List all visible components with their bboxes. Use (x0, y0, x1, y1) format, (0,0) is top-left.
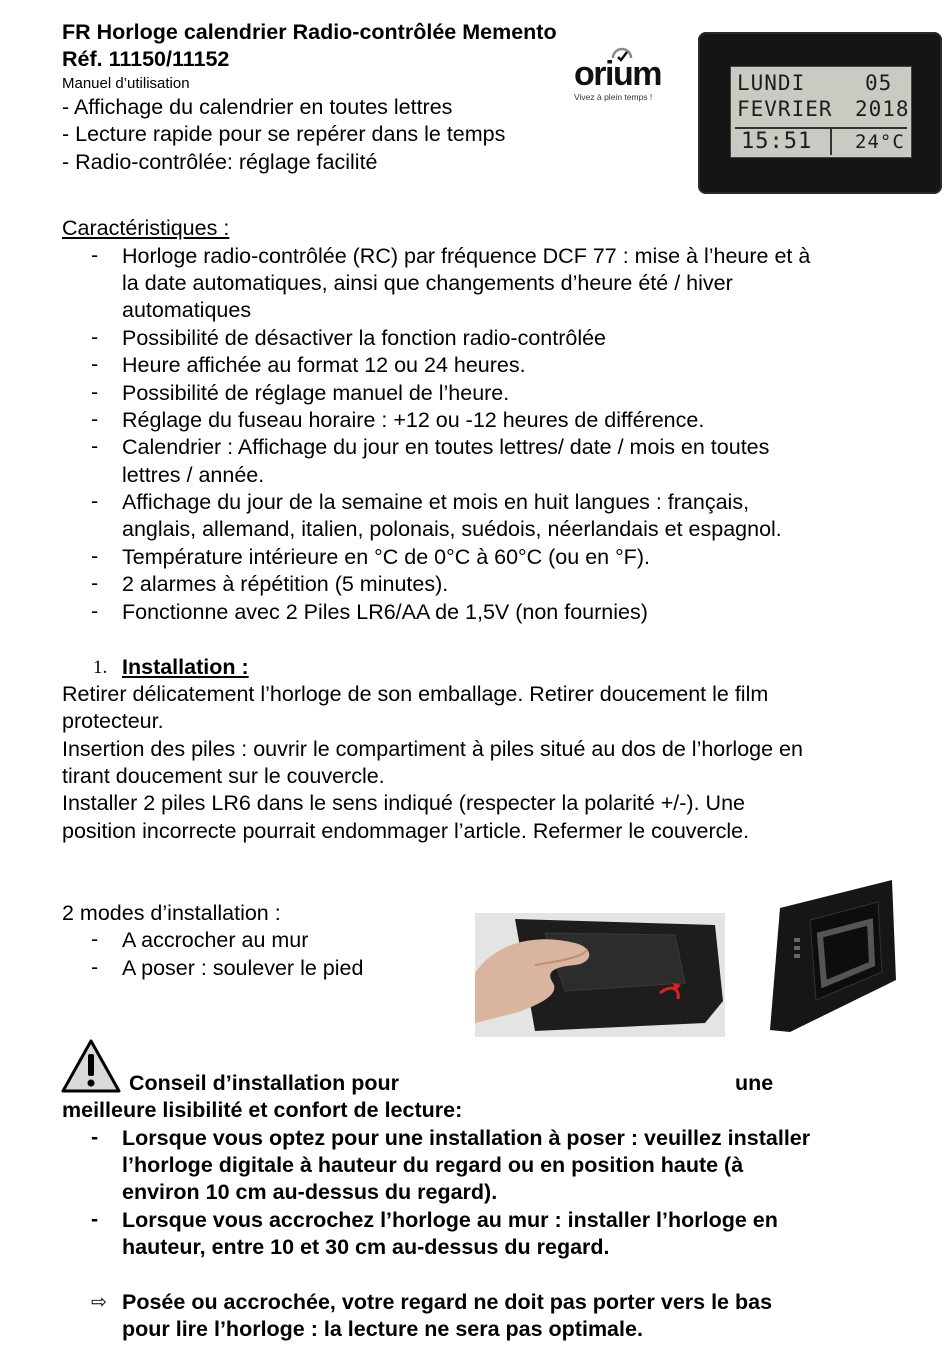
logo-tagline: Vivez à plein temps ! (574, 92, 653, 102)
list-item: automatiques (122, 298, 252, 322)
bullet-dash: - (91, 1125, 99, 1149)
advice-note: pour lire l’horloge : la lecture ne sera pas optimale. (122, 1317, 643, 1341)
header-feature: - Affichage du calendrier en toutes lettres (62, 95, 453, 119)
lcd-temperature: 24°C (855, 131, 905, 153)
installation-text: Installer 2 piles LR6 dans le sens indiqué (respecter la polarité +/-). Une (62, 791, 745, 815)
advice-note: Posée ou accrochée, votre regard ne doit pas porter vers le bas (122, 1290, 773, 1314)
installation-heading: Installation : (122, 655, 249, 679)
advice-heading-end: une (735, 1071, 774, 1095)
bullet-dash: - (91, 571, 99, 595)
list-item: hauteur, entre 10 et 30 cm au-dessus du regard. (122, 1235, 610, 1259)
lcd-date: 05 (865, 71, 893, 95)
list-item: Calendrier : Affichage du jour en toutes lettres/ date / mois en toutes (122, 435, 770, 459)
list-item: lettres / année. (122, 463, 265, 487)
installation-text: Insertion des piles : ouvrir le compartiment à piles situé au dos de l’horloge en (62, 737, 803, 761)
list-item: Horloge radio-contrôlée (RC) par fréquence DCF 77 : mise à l’heure et à (122, 244, 811, 268)
clock-photo (698, 32, 942, 194)
bullet-dash: - (91, 1207, 99, 1231)
advice-heading: Conseil d’installation pour (129, 1071, 399, 1095)
list-item: A poser : soulever le pied (122, 956, 364, 980)
list-item: Affichage du jour de la semaine et mois en huit langues : français, (122, 490, 750, 514)
installation-text: Retirer délicatement l’horloge de son emballage. Retirer doucement le film (62, 682, 769, 706)
bullet-dash: - (91, 325, 99, 349)
logo-wordmark: orium (574, 55, 661, 93)
photo-illustration (475, 913, 725, 1037)
bullet-dash: - (91, 927, 99, 951)
advice-heading-line2: meilleure lisibilité et confort de lecture: (62, 1098, 463, 1122)
bullet-dash: - (91, 599, 99, 623)
bullet-dash: - (91, 352, 99, 376)
lcd-day: LUNDI (737, 71, 806, 95)
list-item: 2 alarmes à répétition (5 minutes). (122, 572, 449, 596)
lcd-month: FEVRIER (737, 97, 833, 121)
hand-lifting-stand-photo (475, 913, 725, 1037)
installation-text: tirant doucement sur le couvercle. (62, 764, 385, 788)
product-reference: Réf. 11150/11152 (62, 47, 230, 71)
bullet-dash: - (91, 434, 99, 458)
warning-triangle-icon (60, 1038, 122, 1094)
characteristics-heading: Caractéristiques : (62, 216, 230, 240)
list-item: Possibilité de réglage manuel de l’heure. (122, 381, 510, 405)
bullet-dash: - (91, 380, 99, 404)
list-item: Lorsque vous accrochez l’horloge au mur : installer l’horloge en (122, 1208, 778, 1232)
list-item: A accrocher au mur (122, 928, 309, 952)
installation-text: position incorrecte pourrait endommager l’article. Refermer le couvercle. (62, 819, 750, 843)
photo-illustration (760, 880, 900, 1040)
list-item: Lorsque vous optez pour une installation à poser : veuillez installer (122, 1126, 811, 1150)
arrow-right-icon: ⇨ (91, 1292, 107, 1313)
section-number: 1. (93, 657, 108, 678)
bullet-dash: - (91, 489, 99, 513)
list-item: environ 10 cm au-dessus du regard). (122, 1180, 498, 1204)
list-item: Possibilité de désactiver la fonction radio-contrôlée (122, 326, 607, 350)
bullet-dash: - (91, 955, 99, 979)
clock-standing-photo (760, 880, 900, 1040)
list-item: Fonctionne avec 2 Piles LR6/AA de 1,5V (non fournies) (122, 600, 648, 624)
list-item: Heure affichée au format 12 ou 24 heures. (122, 353, 526, 377)
bullet-dash: - (91, 544, 99, 568)
brand-logo (572, 42, 672, 102)
list-item: la date automatiques, ainsi que changements d’heure été / hiver (122, 271, 733, 295)
clock-lcd-screen (730, 66, 912, 158)
header-feature: - Lecture rapide pour se repérer dans le temps (62, 122, 506, 146)
document-subtitle: Manuel d’utilisation (62, 75, 190, 92)
document-title: FR Horloge calendrier Radio-contrôlée Memento (62, 20, 557, 44)
list-item: l’horloge digitale à hauteur du regard ou en position haute (à (122, 1153, 744, 1177)
header-feature: - Radio-contrôlée: réglage facilité (62, 150, 378, 174)
list-item: anglais, allemand, italien, polonais, suédois, néerlandais et espagnol. (122, 517, 782, 541)
bullet-dash: - (91, 407, 99, 431)
lcd-year: 2018 (855, 97, 910, 121)
list-item: Réglage du fuseau horaire : +12 ou -12 heures de différence. (122, 408, 705, 432)
lcd-divider (830, 129, 832, 155)
bullet-dash: - (91, 243, 99, 267)
list-item: Température intérieure en °C de 0°C à 60°C (ou en °F). (122, 545, 650, 569)
installation-text: protecteur. (62, 709, 164, 733)
lcd-time: 15:51 (741, 129, 813, 154)
modes-heading: 2 modes d’installation : (62, 901, 281, 925)
